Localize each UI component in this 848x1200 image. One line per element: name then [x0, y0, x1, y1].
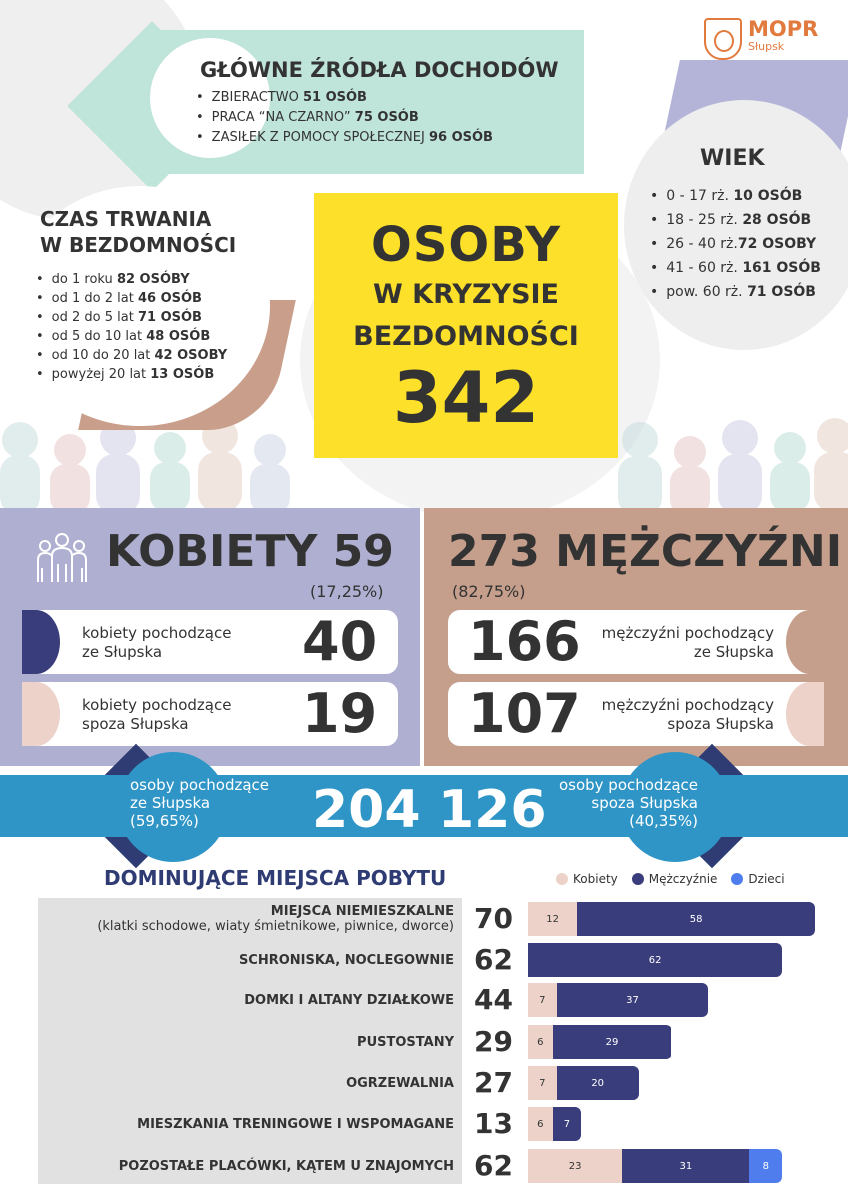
place-total: 62 — [474, 943, 513, 976]
place-total: 44 — [474, 983, 513, 1016]
duration-title-line1: CZAS TRWANIA — [40, 207, 212, 231]
origin-outside-label: osoby pochodzące spoza Słupska (40,35%) — [558, 776, 698, 830]
logo-name: MOPR — [748, 17, 819, 41]
place-bar — [528, 902, 815, 936]
income-title: GŁÓWNE ŹRÓDŁA DOCHODÓW — [200, 58, 559, 82]
age-item: • 0 - 17 rż. 10 OSÓB — [650, 184, 821, 208]
mopr-logo — [704, 18, 818, 60]
bar-segment-children: 8 — [749, 1149, 782, 1183]
place-bar — [528, 1149, 782, 1183]
origin-local-value: 204 — [312, 780, 421, 840]
men-local-value: 166 — [468, 610, 581, 673]
place-label: OGRZEWALNIA — [346, 1076, 454, 1091]
legend-men: Mężczyźnie — [632, 872, 718, 886]
bar-segment-men: 7 — [553, 1107, 582, 1141]
place-label: MIESZKANIA TRENINGOWE I WSPOMAGANE — [137, 1117, 454, 1132]
legend-women: Kobiety — [556, 872, 618, 886]
bar-segment-men: 58 — [577, 902, 815, 936]
bar-segment-women: 23 — [528, 1149, 622, 1183]
place-label: PUSTOSTANY — [357, 1035, 454, 1050]
women-percent: (17,25%) — [310, 582, 384, 601]
income-item: • ZBIERACTWO 51 OSÓB — [196, 88, 493, 108]
place-label: DOMKI I ALTANY DZIAŁKOWE — [244, 993, 454, 1008]
age-item: • 18 - 25 rż. 28 OSÓB — [650, 208, 821, 232]
age-list — [650, 184, 821, 304]
men-outside-value: 107 — [468, 682, 581, 745]
women-local-cap — [22, 610, 68, 674]
women-outside-cap — [22, 682, 68, 746]
income-item: • ZASIŁEK Z POMOCY SPOŁECZNEJ 96 OSÓB — [196, 128, 493, 148]
age-item: • 41 - 60 rż. 161 OSÓB — [650, 256, 821, 280]
duration-item: • od 5 do 10 lat 48 OSÓB — [36, 327, 227, 346]
men-percent: (82,75%) — [452, 582, 526, 601]
bar-segment-men: 20 — [557, 1066, 639, 1100]
bar-segment-women: 7 — [528, 983, 557, 1017]
men-local-cap — [778, 610, 824, 674]
headline-line3: BEZDOMNOŚCI — [353, 321, 579, 352]
income-list — [196, 88, 493, 148]
men-local-label: mężczyźni pochodzący ze Słupska — [601, 624, 774, 661]
place-total: 13 — [474, 1107, 513, 1140]
men-title: 273 MĘŻCZYŹNI — [448, 526, 843, 577]
bar-segment-men: 31 — [622, 1149, 749, 1183]
places-title: DOMINUJĄCE MIEJSCA POBYTU — [104, 866, 447, 890]
place-bar — [528, 1107, 581, 1141]
duration-item: • powyżej 20 lat 13 OSÓB — [36, 365, 227, 384]
women-local-value: 40 — [302, 610, 378, 673]
duration-title — [40, 206, 236, 258]
duration-list — [36, 270, 227, 384]
duration-item: • od 10 do 20 lat 42 OSOBY — [36, 346, 227, 365]
bar-segment-men: 37 — [557, 983, 709, 1017]
place-total: 27 — [474, 1066, 513, 1099]
women-title: KOBIETY 59 — [106, 526, 394, 577]
bar-segment-men: 29 — [553, 1025, 672, 1059]
age-item: • pow. 60 rż. 71 OSÓB — [650, 280, 821, 304]
place-bar — [528, 943, 782, 977]
headline-line2: W KRYZYSIE — [372, 279, 560, 310]
age-item: • 26 - 40 rż.72 OSOBY — [650, 232, 821, 256]
bar-segment-women: 7 — [528, 1066, 557, 1100]
age-title: WIEK — [700, 146, 765, 171]
origin-outside-value: 126 — [438, 780, 547, 840]
bar-segment-men: 62 — [528, 943, 782, 977]
place-label: SCHRONISKA, NOCLEGOWNIE — [238, 953, 454, 968]
duration-item: • od 1 do 2 lat 46 OSÓB — [36, 289, 227, 308]
bar-segment-women: 6 — [528, 1107, 553, 1141]
bar-segment-women: 6 — [528, 1025, 553, 1059]
legend-children: Dzieci — [731, 872, 784, 886]
place-total: 70 — [474, 902, 513, 935]
bar-segment-women: 12 — [528, 902, 577, 936]
origin-local-label: osoby pochodzące ze Słupska (59,65%) — [130, 776, 270, 830]
place-bar — [528, 1066, 639, 1100]
duration-item: • do 1 roku 82 OSÓBY — [36, 270, 227, 289]
duration-item: • od 2 do 5 lat 71 OSÓB — [36, 308, 227, 327]
women-outside-label: kobiety pochodzące spoza Słupska — [82, 696, 232, 733]
income-item: • PRACA “NA CZARNO” 75 OSÓB — [196, 108, 493, 128]
headline-box — [314, 193, 618, 458]
men-outside-cap — [778, 682, 824, 746]
places-legend — [556, 872, 785, 886]
headline-title: OSOBY — [371, 217, 561, 273]
mopr-crest-icon — [704, 18, 742, 60]
place-total: 29 — [474, 1025, 513, 1058]
men-outside-label: mężczyźni pochodzący spoza Słupska — [601, 696, 774, 733]
women-local-label: kobiety pochodzące ze Słupska — [82, 624, 232, 661]
duration-title-line2: W BEZDOMNOŚCI — [40, 233, 237, 257]
place-total: 62 — [474, 1149, 513, 1182]
place-label: POZOSTAŁE PLACÓWKI, KĄTEM U ZNAJOMYCH — [118, 1159, 454, 1174]
place-label: MIEJSCA NIEMIESZKALNE (klatki schodowe, wiaty śmietnikowe, piwnice, dworce) — [97, 904, 454, 934]
place-bar — [528, 1025, 672, 1059]
headline-total: 342 — [392, 357, 540, 439]
place-bar — [528, 983, 708, 1017]
people-group-icon — [36, 530, 88, 584]
logo-city: Słupsk — [748, 40, 785, 53]
women-outside-value: 19 — [302, 682, 378, 745]
